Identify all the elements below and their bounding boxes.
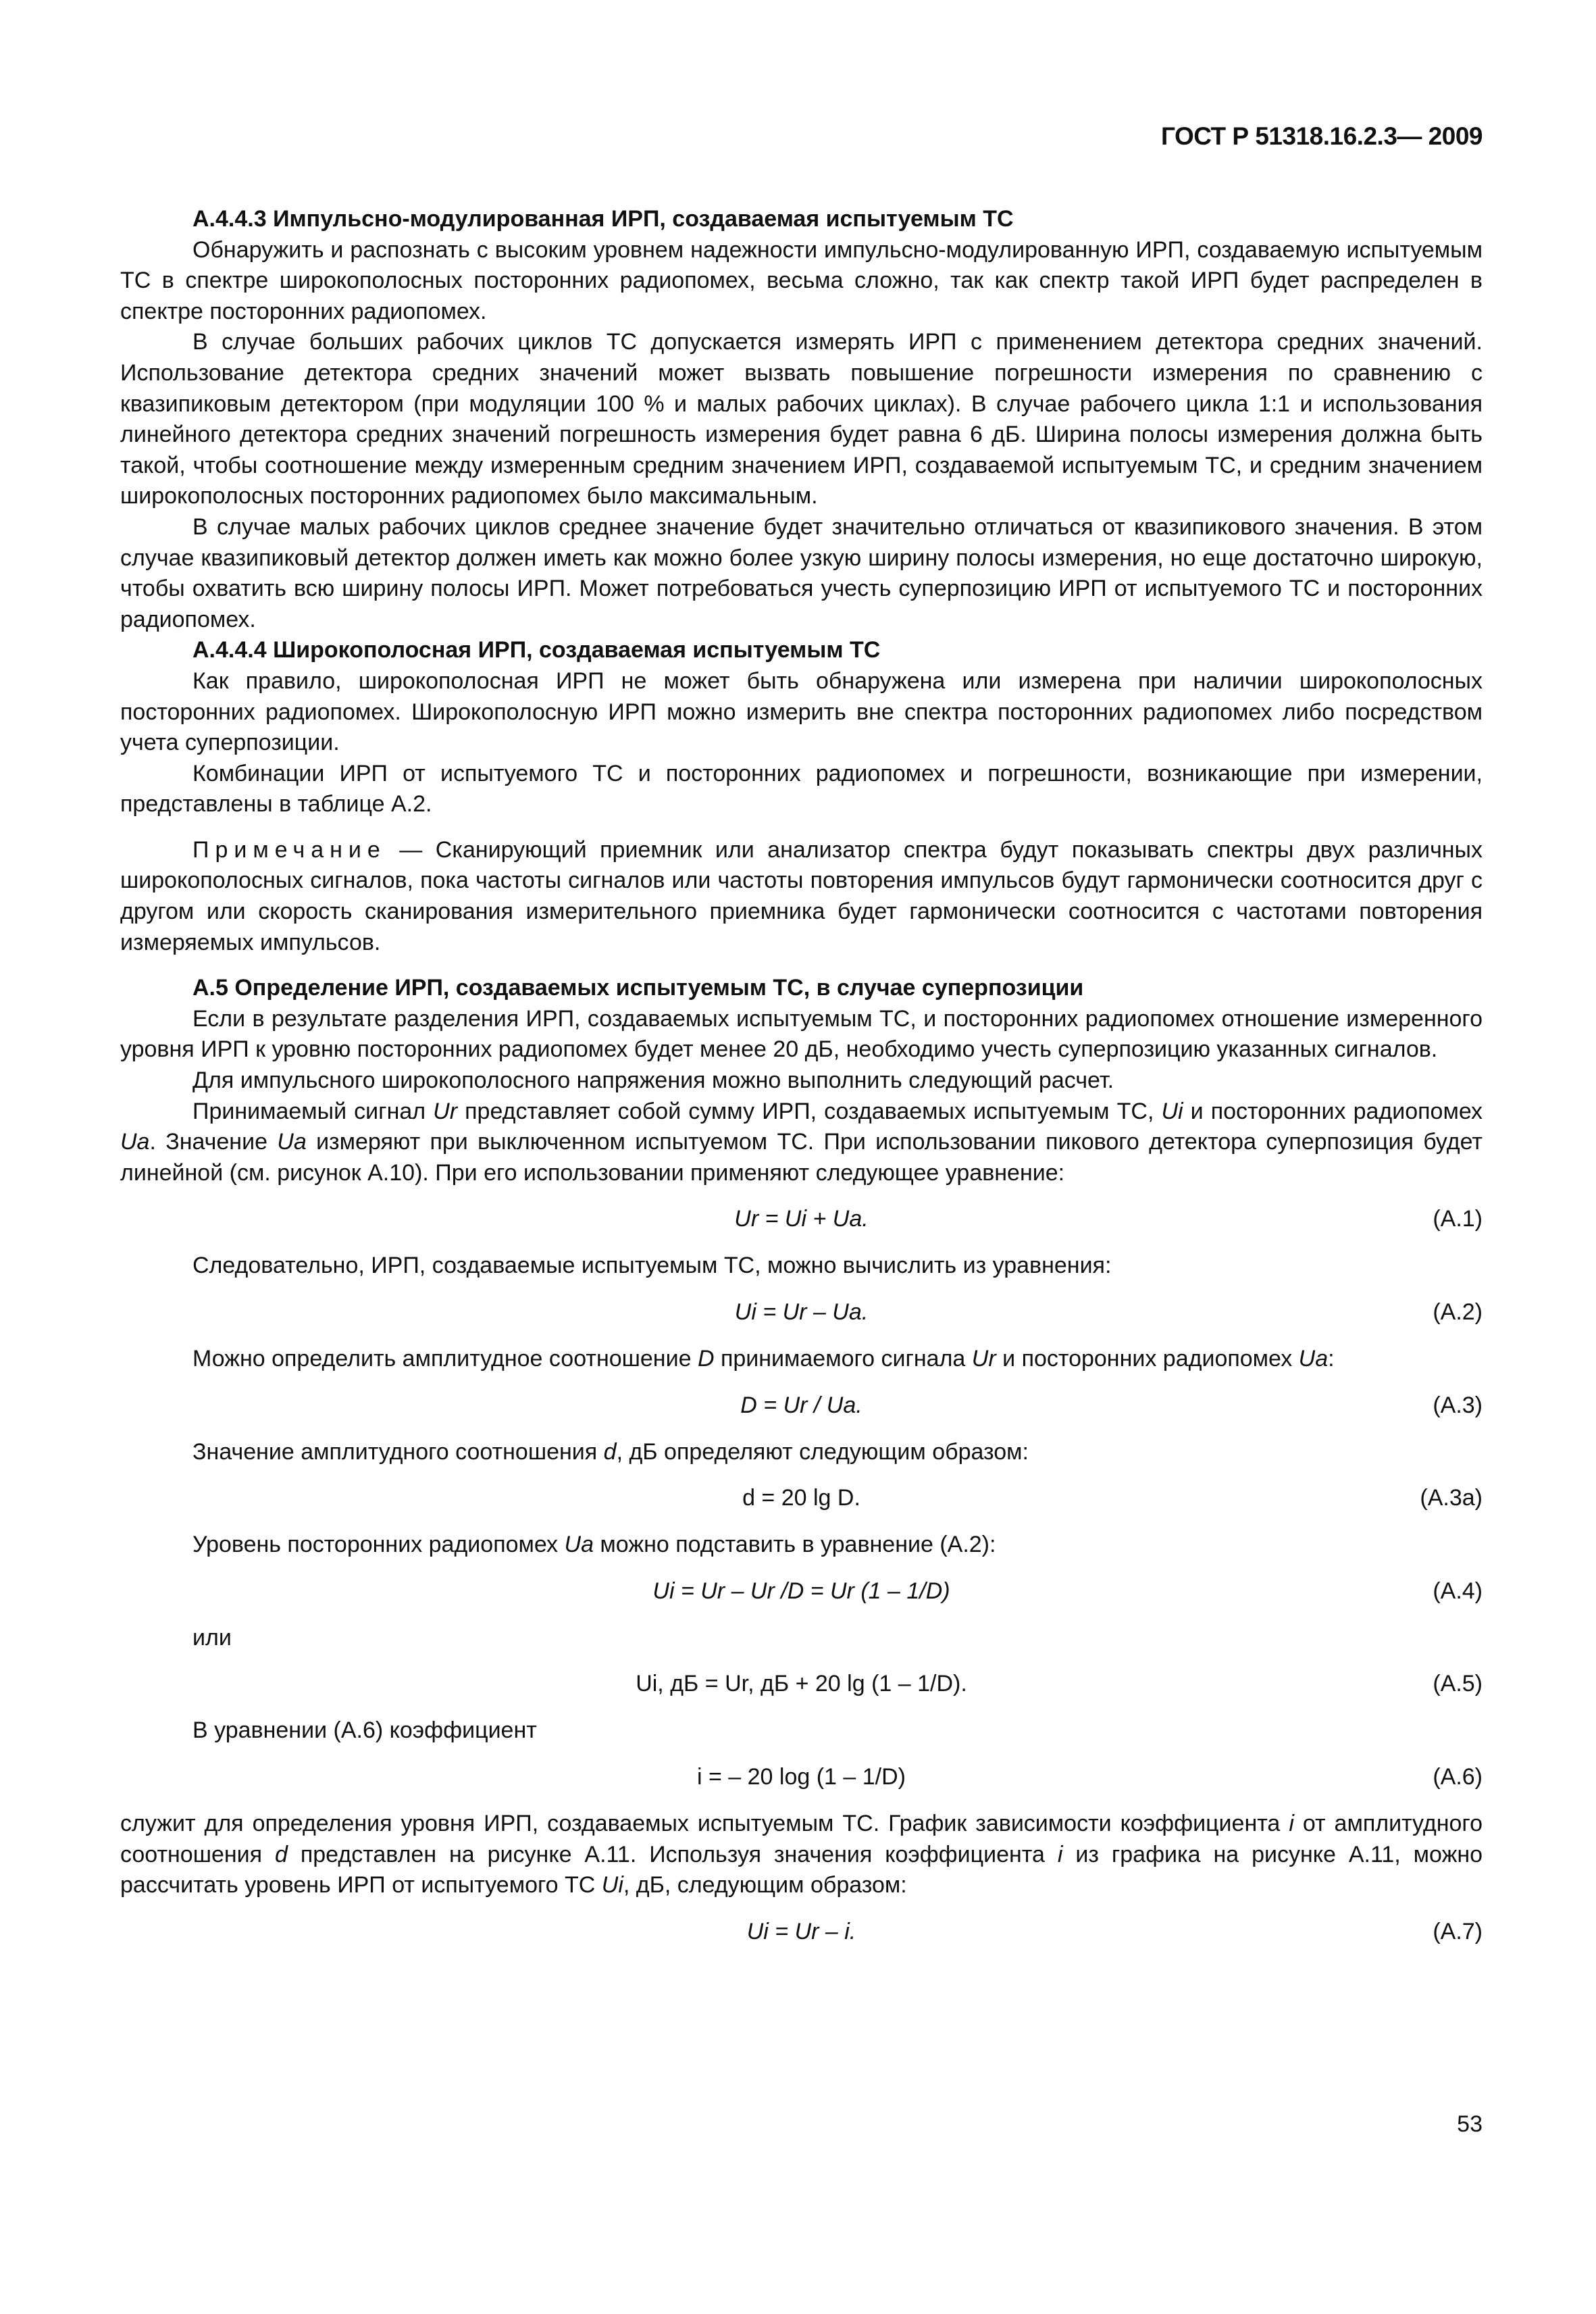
paragraph: Следовательно, ИРП, создаваемые испытуемым ТС, можно вычислить из уравнения: bbox=[192, 1253, 1112, 1279]
equation-number: (А.6) bbox=[1433, 1763, 1483, 1790]
paragraph: Значение амплитудного соотношения d, дБ определяют следующим образом: bbox=[192, 1438, 1029, 1465]
equation-a3 bbox=[120, 1390, 1483, 1422]
heading-a443: А.4.4.3 Импульсно-модулированная ИРП, создаваемая испытуемым ТС bbox=[192, 206, 1014, 232]
paragraph: Обнаружить и распознать с высоким уровнем надежности импульсно-модулированную ИРП, создаваемую испытуемым ТС в спектре широкополосных посторонних радиопомех, весьма сложно, так как спектр такой ИРП будет распределен в спектре посторонних радиопомех. bbox=[120, 236, 1483, 324]
paragraph: Если в результате разделения ИРП, создаваемых испытуемым ТС, и посторонних радиопомех отношение измеренного уровня ИРП к уровню посторонних радиопомех будет менее 20 дБ, необходимо учесть суперпозицию указанных сигналов. bbox=[120, 1005, 1483, 1063]
variable: d bbox=[603, 1438, 617, 1465]
variable: Ui bbox=[601, 1872, 623, 1898]
variable: Ua bbox=[120, 1129, 150, 1155]
equation-formula: Ui, дБ = Ur, дБ + 20 lg (1 – 1/D). bbox=[636, 1671, 967, 1697]
paragraph: Уровень посторонних радиопомех Ua можно подставить в уравнение (А.2): bbox=[192, 1532, 996, 1558]
equation-number: (А.5) bbox=[1433, 1671, 1483, 1697]
equation-a2 bbox=[120, 1297, 1483, 1328]
paragraph: Для импульсного широкополосного напряжения можно выполнить следующий расчет. bbox=[192, 1067, 1114, 1094]
equation-formula: i = – 20 log (1 – 1/D) bbox=[696, 1763, 906, 1790]
paragraph: В случае больших рабочих циклов ТС допускается измерять ИРП с применением детектора средних значений. Использование детектора средних значений может вызвать повышение погрешности измерения по сравнению с квазипиковым детектором (при модуляции 100 % и малых рабочих циклах). В случае рабочего цикла 1:1 и использования линейного детектора средних значений погрешность измерения будет равна 6 дБ. Ширина полосы измерения должна быть такой, чтобы соотношение между измеренным средним значением ИРП, создаваемой испытуемым ТС, и средним значением широкополосных посторонних радиопомех было максимальным. bbox=[120, 329, 1483, 509]
equation-a5 bbox=[120, 1669, 1483, 1700]
equation-formula: Ui = Ur – Ur /D = Ur (1 – 1/D) bbox=[652, 1578, 950, 1604]
equation-number: (А.1) bbox=[1433, 1206, 1483, 1232]
heading-a444: А.4.4.4 Широкополосная ИРП, создаваемая испытуемым ТС bbox=[192, 637, 881, 663]
note-label: Примечание bbox=[192, 836, 386, 863]
equation-formula: Ur = Ui + Ua. bbox=[734, 1206, 869, 1232]
variable: Ur bbox=[433, 1098, 458, 1124]
equation-formula: D = Ur / Ua. bbox=[740, 1392, 863, 1418]
equation-a4 bbox=[120, 1576, 1483, 1607]
paragraph: или bbox=[192, 1624, 232, 1651]
paragraph: В уравнении (А.6) коэффициент bbox=[192, 1717, 537, 1744]
variable: i bbox=[1057, 1841, 1063, 1867]
equation-formula: d = 20 lg D. bbox=[742, 1485, 860, 1511]
equation-number: (А.4) bbox=[1433, 1578, 1483, 1604]
equation-a1 bbox=[120, 1204, 1483, 1235]
variable: Ur bbox=[971, 1346, 996, 1372]
paragraph: Комбинации ИРП от испытуемого ТС и посторонних радиопомех и погрешности, возникающие при измерении, представлены в таблице А.2. bbox=[120, 760, 1483, 818]
equation-a7 bbox=[120, 1917, 1483, 1948]
paragraph: Принимаемый сигнал Ur представляет собой сумму ИРП, создаваемых испытуемым ТС, Ui и посторонних радиопомех Ua. Значение Ua измеряют при выключенном испытуемом ТС. При использовании пикового детектора суперпозиция будет линейной (см. рисунок А.10). При его использовании применяют следующее уравнение: bbox=[120, 1098, 1483, 1186]
equation-number: (А.2) bbox=[1433, 1299, 1483, 1325]
variable: i bbox=[1289, 1810, 1294, 1836]
variable: Ua bbox=[564, 1532, 594, 1558]
variable: Ua bbox=[277, 1129, 307, 1155]
variable: D bbox=[697, 1346, 715, 1372]
equation-a6 bbox=[120, 1762, 1483, 1793]
note-paragraph bbox=[120, 835, 1483, 958]
document-body bbox=[120, 204, 1483, 1963]
variable: d bbox=[275, 1841, 288, 1867]
equation-number: (А.7) bbox=[1433, 1918, 1483, 1944]
paragraph: Можно определить амплитудное соотношение D принимаемого сигнала Ur и посторонних радиопомех Ua: bbox=[192, 1346, 1335, 1372]
note-text: — Сканирующий приемник или анализатор спектра будут показывать спектры двух различных широкополосных сигналов, пока частоты сигналов или частоты повторения импульсов будут гармонически соотносится друг с другом или скорость сканирования измерительного приемника будет гармонически соотносится с частотами повторения измеряемых импульсов. bbox=[120, 836, 1483, 955]
variable: Ua bbox=[1298, 1346, 1329, 1372]
document-header-standard-id: ГОСТ Р 51318.16.2.3— 2009 bbox=[1160, 122, 1483, 150]
variable: Ui bbox=[1161, 1098, 1183, 1124]
paragraph: служит для определения уровня ИРП, создаваемых испытуемым ТС. График зависимости коэффициента i от амплитудного соотношения d представлен на рисунке А.11. Используя значения коэффициента i из графика на рисунке А.11, можно рассчитать уровень ИРП от испытуемого ТС Ui, дБ, следующим образом: bbox=[120, 1810, 1483, 1898]
equation-formula: Ui = Ur – i. bbox=[746, 1918, 856, 1944]
equation-number: (А.3а) bbox=[1420, 1485, 1483, 1511]
paragraph: Как правило, широкополосная ИРП не может быть обнаружена или измерена при наличии широкополосных посторонних радиопомех. Широкополосную ИРП можно измерить вне спектра посторонних радиопомех либо посредством учета суперпозиции. bbox=[120, 668, 1483, 756]
paragraph: В случае малых рабочих циклов среднее значение будет значительно отличаться от квазипикового значения. В этом случае квазипиковый детектор должен иметь как можно более узкую ширину полосы измерения, но еще достаточно широкую, чтобы охватить всю ширину полосы ИРП. Может потребоваться учесть суперпозицию ИРП от испытуемого ТС и посторонних радиопомех. bbox=[120, 513, 1483, 632]
equation-number: (А.3) bbox=[1433, 1392, 1483, 1418]
heading-a5: А.5 Определение ИРП, создаваемых испытуемым ТС, в случае суперпозиции bbox=[192, 975, 1084, 1001]
equation-formula: Ui = Ur – Ua. bbox=[734, 1299, 869, 1325]
equation-a3a bbox=[120, 1483, 1483, 1514]
page-number: 53 bbox=[1457, 2111, 1483, 2137]
